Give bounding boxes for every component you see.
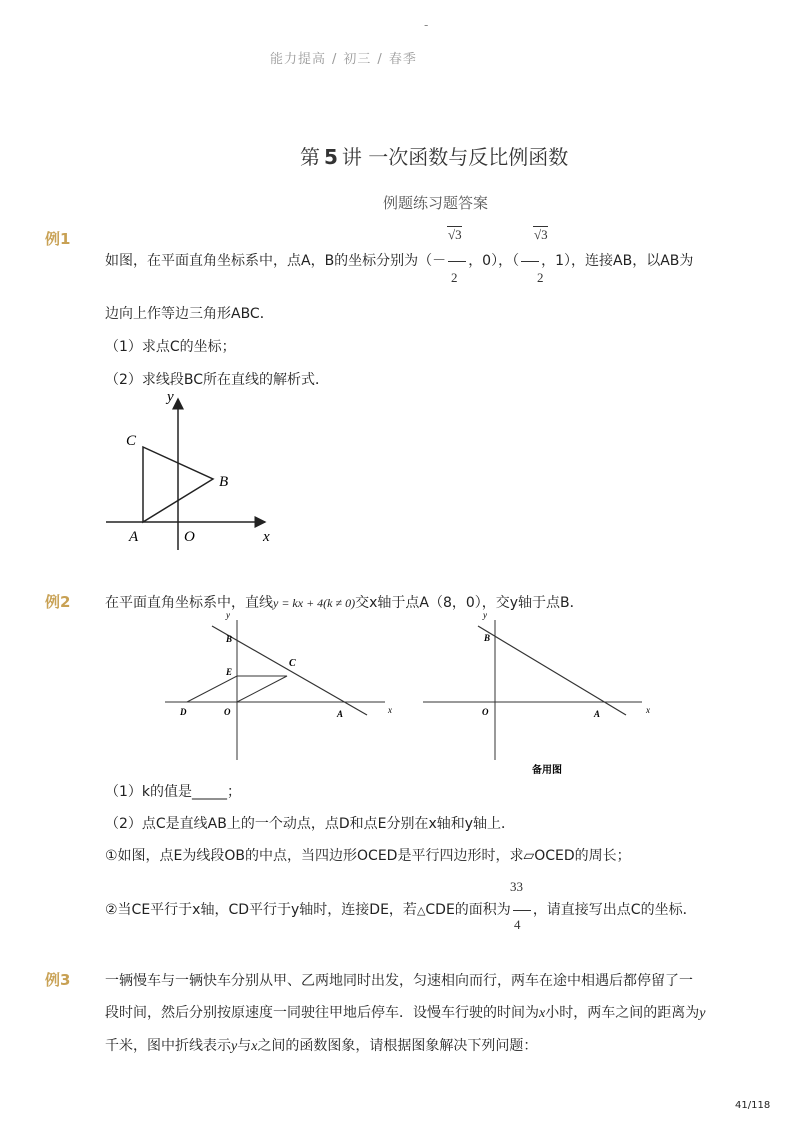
var-y: y xyxy=(699,1006,706,1021)
example-2-question-1: （1）k的值是_____； xyxy=(105,784,242,800)
example-2-figure-spare xyxy=(420,608,660,778)
breadcrumb xyxy=(270,48,417,67)
breadcrumb-item: 能力提高 xyxy=(270,52,327,67)
section-heading: 例题练习题答案 xyxy=(383,194,489,212)
example-2-question-2: （2）点C是直线AB上的一个动点，点D和点E分别在x轴和y轴上． xyxy=(105,816,516,832)
triangle-symbol: △ xyxy=(416,904,426,917)
point-e-label: E xyxy=(226,667,233,677)
example-1-line-2: 边向上作等边三角形ABC． xyxy=(105,306,274,322)
example-3-line-2: 段时间，然后分别按原速度一同驶往甲地后停车．设慢车行驶的时间为x小时，两车之间的距离为y xyxy=(105,1005,706,1021)
example-2-line-1: 在平面直角坐标系中，直线y = kx + 4(k ≠ 0)交x轴于点A（8，0），交y轴于点B． xyxy=(105,595,584,611)
fraction-bar xyxy=(448,261,466,262)
x-label: x xyxy=(646,705,650,715)
example-1-label: 例1 xyxy=(45,230,71,248)
var-x: x xyxy=(539,1006,546,1021)
x-label: x xyxy=(263,529,270,545)
var-y: y xyxy=(231,1039,238,1054)
point-b-label: B xyxy=(484,633,491,643)
title-suffix: 讲 一次函数与反比例函数 xyxy=(341,145,569,169)
point-c-label: C xyxy=(126,433,137,449)
example-1-frac-2-numerator: √3 xyxy=(534,227,548,242)
breadcrumb-item: 初三 xyxy=(343,52,372,67)
y-label: y xyxy=(167,389,174,405)
example-1-frac-1-numerator: √3 xyxy=(448,227,462,242)
origin-label: O xyxy=(482,707,489,717)
point-b-label: B xyxy=(219,474,229,490)
page-title xyxy=(300,141,568,170)
y-label: y xyxy=(226,610,230,620)
example-2-figure-main xyxy=(160,608,405,768)
spare-figure-caption: 备用图 xyxy=(532,765,562,776)
page-number: 41/118 xyxy=(735,1100,771,1111)
breadcrumb-item: 春季 xyxy=(388,52,417,67)
example-2-question-2-1: ①如图，点E为线段OB的中点，当四边形OCED是平行四边形时，求▱OCED的周长； xyxy=(105,848,631,864)
example-1-question-1: （1）求点C的坐标； xyxy=(105,339,236,355)
var-x: x xyxy=(251,1039,258,1054)
example-2-question-2-2: ②当CE平行于x轴，CD平行于y轴时，连接DE，若△CDE的面积为 ，请直接写出点C的坐标． xyxy=(105,902,697,918)
fraction-bar xyxy=(513,910,531,911)
example-1-frac-1-denominator: 2 xyxy=(451,270,458,285)
point-b-label: B xyxy=(226,634,233,644)
example-3-label: 例3 xyxy=(45,971,71,989)
point-a-label: A xyxy=(594,709,601,719)
breadcrumb-separator: / xyxy=(377,52,383,67)
title-number: 5 xyxy=(324,145,338,169)
example-1-figure xyxy=(100,385,285,555)
x-label: x xyxy=(388,705,392,715)
point-d-label: D xyxy=(180,707,187,717)
breadcrumb-separator: / xyxy=(332,52,338,67)
point-c-label: C xyxy=(289,658,296,669)
line-equation: y = kx + 4(k ≠ 0) xyxy=(273,596,356,610)
fraction-bar xyxy=(521,261,539,262)
example-2-frac-numerator: 33 xyxy=(510,879,523,894)
example-3-line-3: 千米，图中折线表示y与x之间的函数图象，请根据图象解决下列问题： xyxy=(105,1038,538,1054)
example-1-frac-2-denominator: 2 xyxy=(537,270,544,285)
title-prefix: 第 xyxy=(300,145,320,169)
top-dash: - xyxy=(424,18,429,32)
origin-label: O xyxy=(184,529,195,545)
point-a-label: A xyxy=(129,529,139,545)
example-2-label: 例2 xyxy=(45,593,71,611)
origin-label: O xyxy=(224,707,231,717)
point-a-label: A xyxy=(337,709,344,719)
example-1-question-2: （2）求线段BC所在直线的解析式． xyxy=(105,372,330,388)
example-2-frac-denominator: 4 xyxy=(514,917,521,932)
y-label: y xyxy=(483,610,487,620)
example-3-line-1: 一辆慢车与一辆快车分别从甲、乙两地同时出发，匀速相向而行，两车在途中相遇后都停留了一 xyxy=(105,973,693,989)
example-1-line-1: 如图，在平面直角坐标系中，点A，B的坐标分别为（－ ，0），（ ，1），连接AB，以AB为 xyxy=(105,253,694,269)
